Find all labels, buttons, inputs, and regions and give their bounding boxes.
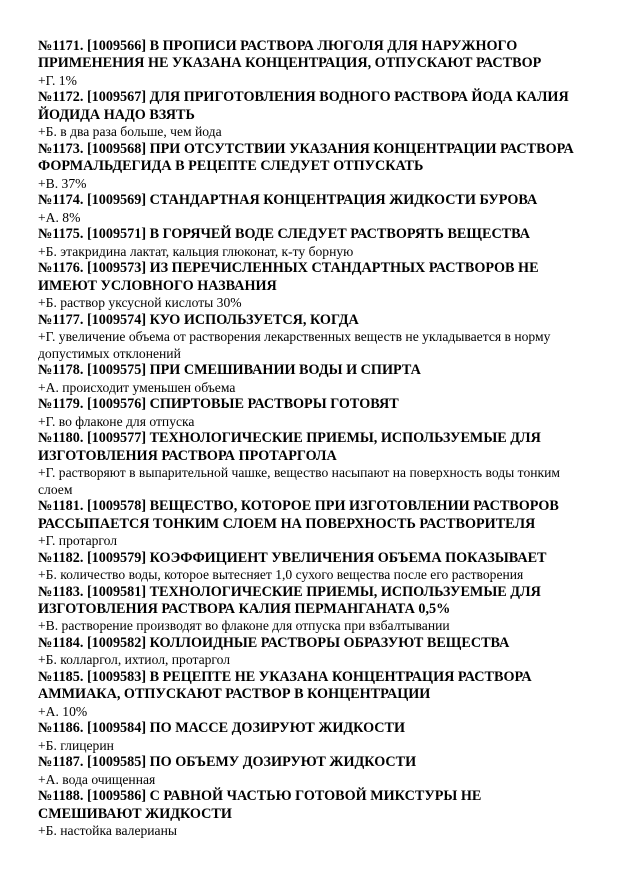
question-item bbox=[38, 754, 586, 788]
question-text: №1186. [1009584] ПО МАССЕ ДОЗИРУЮТ ЖИДКОСТИ bbox=[38, 720, 406, 737]
question-item bbox=[38, 430, 586, 498]
question-text: №1174. [1009569] СТАНДАРТНАЯ КОНЦЕНТРАЦИЯ ЖИДКОСТИ БУРОВА bbox=[38, 192, 538, 209]
answer-text: +Б. количество воды, которое вытесняет 1,0 сухого вещества после его растворения bbox=[38, 567, 524, 583]
question-text: №1175. [1009571] В ГОРЯЧЕЙ ВОДЕ СЛЕДУЕТ РАСТВОРЯТЬ ВЕЩЕСТВА bbox=[38, 226, 530, 243]
question-item bbox=[38, 89, 586, 140]
question-item bbox=[38, 498, 586, 549]
question-item bbox=[38, 550, 586, 584]
answer-text: +Б. настойка валерианы bbox=[38, 823, 177, 839]
question-text: №1182. [1009579] КОЭФФИЦИЕНТ УВЕЛИЧЕНИЯ ОБЪЕМА ПОКАЗЫВАЕТ bbox=[38, 549, 547, 566]
answer-text: +Б. раствор уксусной кислоты 30% bbox=[38, 295, 242, 311]
question-item bbox=[38, 260, 586, 311]
question-item bbox=[38, 584, 586, 635]
answer-text: +Б. этакридина лактат, кальция глюконат, к-ту борную bbox=[38, 243, 354, 259]
answer-text: +В. растворение производят во флаконе для отпуска при взбалтывании bbox=[38, 618, 450, 634]
answer-text: +Г. увеличение объема от растворения лекарственных веществ не укладывается в норму допустимых отклонений bbox=[38, 329, 551, 361]
answer-text: +Б. колларгол, ихтиол, протаргол bbox=[38, 652, 231, 668]
answer-text: +Г. во флаконе для отпуска bbox=[38, 413, 195, 429]
question-text: №1183. [1009581] ТЕХНОЛОГИЧЕСКИЕ ПРИЕМЫ, ИСПОЛЬЗУЕМЫЕ ДЛЯ ИЗГОТОВЛЕНИЯ РАСТВОРА КАЛИЯ ПЕРМАНГАНАТА 0,5% bbox=[38, 583, 541, 618]
question-text: №1184. [1009582] КОЛЛОИДНЫЕ РАСТВОРЫ ОБРАЗУЮТ ВЕЩЕСТВА bbox=[38, 635, 510, 652]
answer-text: +Б. в два раза больше, чем йода bbox=[38, 124, 222, 140]
question-text: №1185. [1009583] В РЕЦЕПТЕ НЕ УКАЗАНА КОНЦЕНТРАЦИЯ РАСТВОРА АММИАКА, ОТПУСКАЮТ РАСТВОР В КОНЦЕНТРАЦИИ bbox=[38, 669, 532, 703]
question-item bbox=[38, 362, 586, 396]
question-item bbox=[38, 141, 586, 192]
question-item bbox=[38, 788, 586, 839]
question-item bbox=[38, 396, 586, 430]
question-text: №1171. [1009566] В ПРОПИСИ РАСТВОРА ЛЮГОЛЯ ДЛЯ НАРУЖНОГО ПРИМЕНЕНИЯ НЕ УКАЗАНА КОНЦЕНТРАЦИЯ, ОТПУСКАЮТ РАСТВОР bbox=[38, 38, 542, 72]
question-text: №1179. [1009576] СПИРТОВЫЕ РАСТВОРЫ ГОТОВЯТ bbox=[38, 396, 399, 413]
question-text: №1188. [1009586] С РАВНОЙ ЧАСТЬЮ ГОТОВОЙ МИКСТУРЫ НЕ СМЕШИВАЮТ ЖИДКОСТИ bbox=[38, 788, 482, 822]
answer-text: +А. 10% bbox=[38, 703, 88, 719]
answer-text: +Г. 1% bbox=[38, 72, 77, 88]
answer-text: +В. 37% bbox=[38, 175, 87, 191]
question-text: №1177. [1009574] КУО ИСПОЛЬЗУЕТСЯ, КОГДА bbox=[38, 311, 359, 328]
question-text: №1181. [1009578] ВЕЩЕСТВО, КОТОРОЕ ПРИ ИЗГОТОВЛЕНИИ РАСТВОРОВ РАССЫПАЕТСЯ ТОНКИМ СЛОЕМ НА ПОВЕРХНОСТЬ РАСТВОРИТЕЛЯ bbox=[38, 498, 559, 532]
question-item bbox=[38, 669, 586, 720]
answer-text: +Б. глицерин bbox=[38, 737, 114, 753]
answer-text: +Г. протаргол bbox=[38, 533, 118, 549]
answer-text: +А. происходит уменьшен объема bbox=[38, 379, 236, 395]
answer-text: +А. 8% bbox=[38, 209, 81, 225]
question-text: №1173. [1009568] ПРИ ОТСУТСТВИИ УКАЗАНИЯ КОНЦЕНТРАЦИИ РАСТВОРА ФОРМАЛЬДЕГИДА В РЕЦЕПТЕ СЛЕДУЕТ ОТПУСКАТЬ bbox=[38, 140, 574, 175]
question-item bbox=[38, 226, 586, 260]
question-text: №1178. [1009575] ПРИ СМЕШИВАНИИ ВОДЫ И СПИРТА bbox=[38, 362, 421, 379]
question-text: №1172. [1009567] ДЛЯ ПРИГОТОВЛЕНИЯ ВОДНОГО РАСТВОРА ЙОДА КАЛИЯ ЙОДИДА НАДО ВЗЯТЬ bbox=[38, 89, 569, 123]
question-item bbox=[38, 192, 586, 226]
answer-text: +А. вода очищенная bbox=[38, 771, 156, 787]
question-item bbox=[38, 635, 586, 669]
document-page bbox=[38, 38, 586, 840]
question-item bbox=[38, 720, 586, 754]
question-text: №1176. [1009573] ИЗ ПЕРЕЧИСЛЕННЫХ СТАНДАРТНЫХ РАСТВОРОВ НЕ ИМЕЮТ УСЛОВНОГО НАЗВАНИЯ bbox=[38, 260, 539, 294]
question-item bbox=[38, 312, 586, 363]
answer-text: +Г. растворяют в выпарительной чашке, вещество насыпают на поверхность воды тонким слоем bbox=[38, 465, 560, 497]
question-text: №1180. [1009577] ТЕХНОЛОГИЧЕСКИЕ ПРИЕМЫ, ИСПОЛЬЗУЕМЫЕ ДЛЯ ИЗГОТОВЛЕНИЯ РАСТВОРА ПРОТАРГОЛА bbox=[38, 430, 541, 464]
question-text: №1187. [1009585] ПО ОБЪЕМУ ДОЗИРУЮТ ЖИДКОСТИ bbox=[38, 754, 417, 771]
question-item bbox=[38, 38, 586, 89]
